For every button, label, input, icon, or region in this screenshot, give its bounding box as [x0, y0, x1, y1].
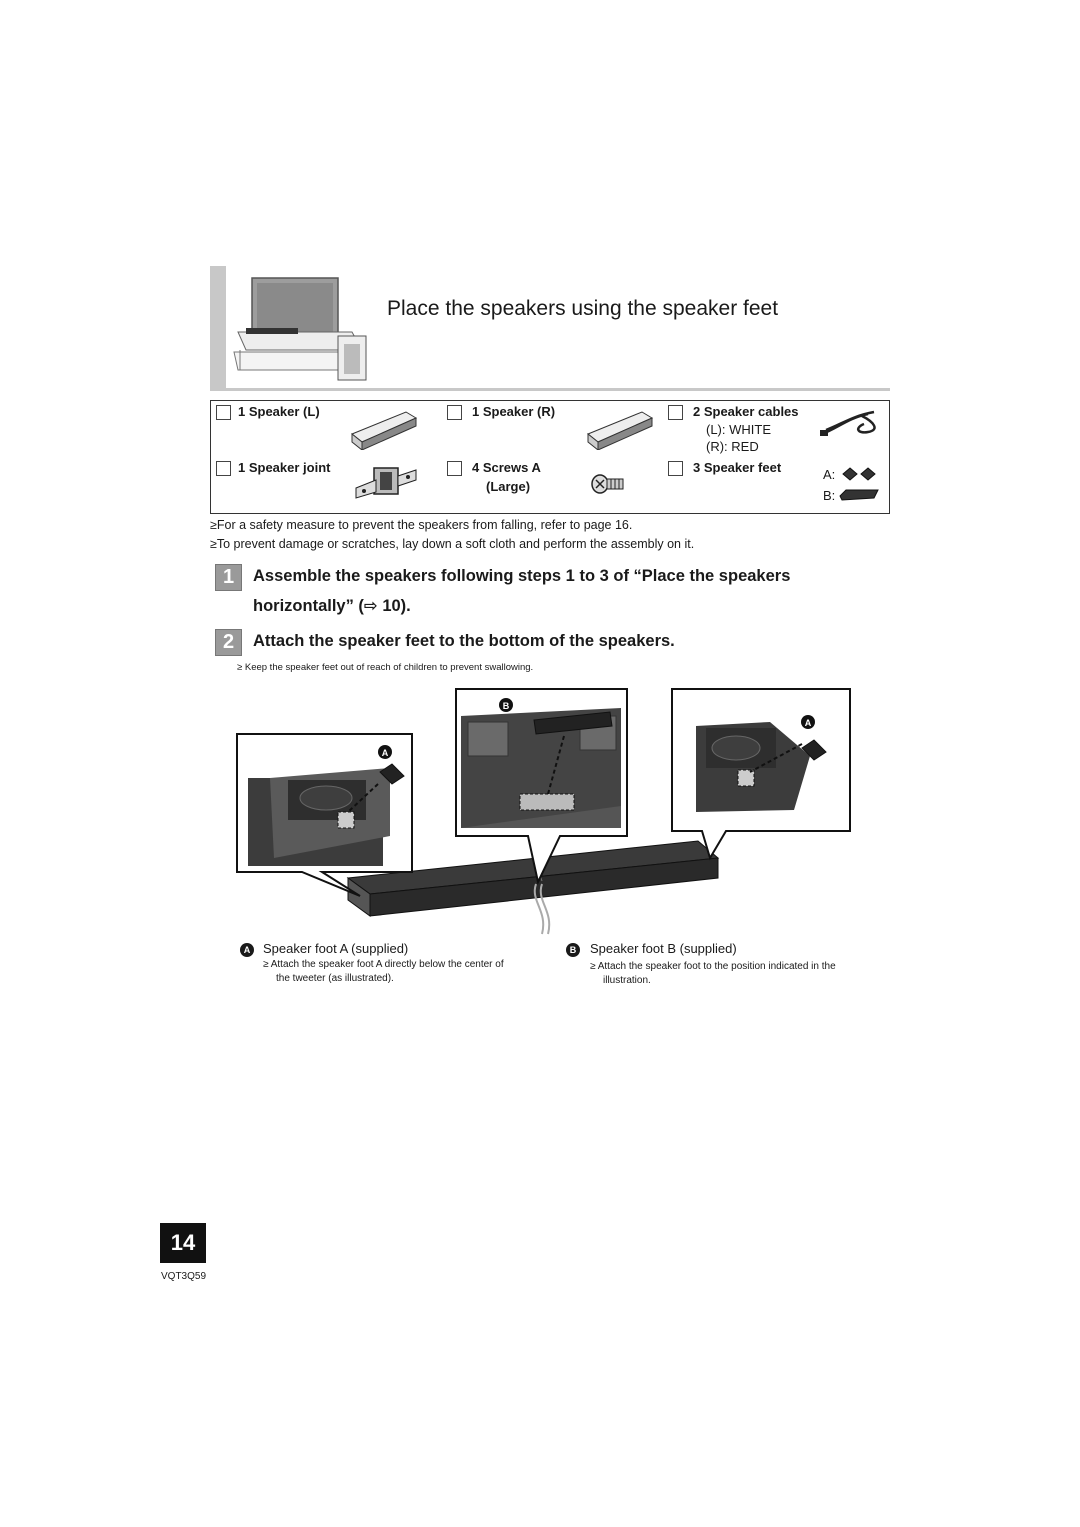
foot-a-icon — [842, 466, 878, 482]
joint-icon — [354, 462, 420, 502]
accessory-label-size: (Large) — [486, 479, 531, 494]
caption-a-note-cont: the tweeter (as illustrated). — [276, 973, 394, 984]
checkbox-speaker-feet[interactable] — [668, 461, 683, 476]
accessory-label: 1 Speaker (R) — [472, 404, 556, 419]
caption-a-title: Speaker foot A (supplied) — [263, 941, 409, 956]
cable-color-white: (L): WHITE — [706, 422, 771, 437]
marker-b: B — [502, 701, 510, 711]
screw-icon — [590, 470, 626, 496]
speaker-bar-icon — [584, 410, 656, 450]
checkbox-speaker-r[interactable] — [447, 405, 462, 420]
step-1-badge: 1 — [215, 564, 242, 591]
step-2-badge: 2 — [215, 629, 242, 656]
checkbox-screws[interactable] — [447, 461, 462, 476]
speaker-feet-illustration — [230, 686, 860, 936]
model-code: VQT3Q59 — [161, 1271, 207, 1282]
accessory-label: 2 Speaker cables — [693, 404, 799, 419]
cable-icon — [818, 408, 884, 440]
caption-marker-a: A — [240, 943, 254, 957]
step-1-text-cont: horizontally” (⇨ 10). — [253, 597, 411, 615]
caption-b-note: ≥ Attach the speaker foot to the position indicated in the — [590, 961, 836, 972]
foot-b-label: B: — [823, 488, 836, 503]
foot-b-icon — [838, 488, 880, 502]
caption-b-title: Speaker foot B (supplied) — [590, 941, 737, 956]
marker-a-right: A — [804, 718, 812, 728]
cable-color-red: (R): RED — [706, 439, 759, 454]
section-marker-bar — [210, 266, 226, 390]
page-title: Place the speakers using the speaker feet — [387, 297, 779, 320]
checkbox-speaker-joint[interactable] — [216, 461, 231, 476]
child-safety-note: ≥ Keep the speaker feet out of reach of children to prevent swallowing. — [237, 662, 534, 673]
accessory-label: 3 Speaker feet — [693, 460, 782, 475]
caption-a-note: ≥ Attach the speaker foot A directly below the center of — [263, 959, 504, 970]
tv-stand-illustration — [230, 272, 375, 384]
marker-a-left: A — [381, 748, 389, 758]
checkbox-speaker-cables[interactable] — [668, 405, 683, 420]
safety-note: ≥For a safety measure to prevent the speakers from falling, refer to page 16. — [210, 518, 633, 532]
caption-b-note-cont: illustration. — [603, 975, 651, 986]
accessory-label: 1 Speaker joint — [238, 460, 331, 475]
foot-a-label: A: — [823, 467, 836, 482]
section-underline — [210, 388, 890, 391]
checkbox-speaker-l[interactable] — [216, 405, 231, 420]
step-2-text: Attach the speaker feet to the bottom of the speakers. — [253, 632, 675, 650]
caption-marker-b: B — [566, 943, 580, 957]
page-number: 14 — [160, 1223, 206, 1263]
assembly-note: ≥To prevent damage or scratches, lay down a soft cloth and perform the assembly on it. — [210, 537, 695, 551]
step-1-text: Assemble the speakers following steps 1 to 3 of “Place the speakers — [253, 567, 791, 585]
accessory-label: 4 Screws A — [472, 460, 541, 475]
accessory-label: 1 Speaker (L) — [238, 404, 320, 419]
speaker-bar-icon — [348, 410, 420, 450]
